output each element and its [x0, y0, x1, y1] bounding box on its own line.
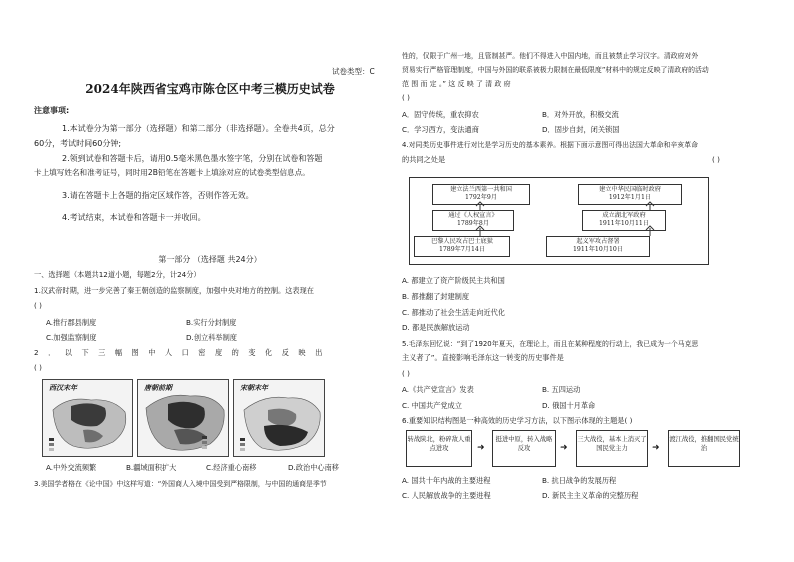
flow-arrow-3: ➜ — [652, 443, 660, 453]
exam-type-label: 试卷类型：C — [332, 67, 375, 76]
q1-stem: 1.汉武帝时期，进一步完善了秦王朝创造的监察制度，加强中央对地方的控制。这表现在 — [34, 286, 314, 295]
q4-option-a: A. 都建立了资产阶级民主共和国 — [402, 276, 505, 285]
map-late-song — [233, 379, 325, 457]
q5-option-a: A.《共产党宣言》发表 — [402, 385, 474, 394]
q6-option-a: A. 国共十年内战的主要进程 — [402, 476, 491, 485]
q5-paren: ( ) — [402, 369, 410, 378]
flow-step-3: 三大战役，基本上消灭了国民党主力 — [576, 430, 648, 467]
q1-option-b: B.实行分封制度 — [186, 318, 237, 327]
note-line-1: 1.本试卷分为第一部分（选择题）和第二部分（非选择题）。全卷共4页，总分 — [62, 124, 335, 133]
q4-line-2: 的共同之处是 — [402, 155, 446, 164]
q5-line-1: 5.毛泽东回忆说：“到了1920年夏天，在理论上，而且在某种程度的行动上，我已成为一个马克思 — [402, 340, 699, 348]
q3-option-b: B．对外开放，积极交流 — [542, 110, 619, 119]
q2-paren: ( ) — [34, 363, 42, 372]
q4-option-b: B. 都推翻了封建制度 — [402, 292, 470, 301]
q3-paren: ( ) — [402, 93, 410, 102]
map-label-late-song: 宋朝末年 — [240, 384, 268, 392]
map-western-han — [42, 379, 133, 457]
note-line-2: 60分，考试时间60分钟; — [34, 139, 122, 148]
q1-paren: ( ) — [34, 301, 42, 310]
flow-arrow-2: ➜ — [560, 443, 568, 453]
q3-line-1: 3.美国学者格在《论中国》中这样写道：“外国商人入境中国受到严格限制，与中国的通商是季节 — [34, 480, 327, 488]
map-label-early-tang: 唐朝前期 — [144, 384, 172, 392]
map-early-tang — [137, 379, 229, 457]
note-line-6: 4.考试结束，本试卷和答题卡一并收回。 — [62, 213, 206, 222]
q1-option-d: D.创立科举制度 — [186, 333, 237, 342]
note-line-5: 3.请在答题卡上各题的指定区域作答，否则作答无效。 — [62, 191, 254, 200]
timeline-left-1: 建立法兰西第一共和国 1792年9月 — [432, 184, 530, 205]
q2-option-d: D.政治中心南移 — [288, 463, 339, 472]
section-heading: 一、选择题（本题共12道小题，每题2分，计24分） — [34, 270, 201, 279]
q3-option-c: C．学习西方，变法通商 — [402, 125, 479, 134]
q6-option-b: B. 抗日战争的发展历程 — [542, 476, 617, 485]
timeline-right-1: 建立中华民国临时政府 1912年1月1日 — [578, 184, 682, 205]
q3-line-4: 范 围 而 定 。” 这 反 映 了 清 政 府 — [402, 80, 511, 88]
q4-paren: ( ) — [712, 155, 720, 164]
q2-option-c: C.经济重心南移 — [206, 463, 257, 472]
note-line-4: 卡上填写姓名和准考证号，同时用2B铅笔在答题卡上填涂对应的试卷类型信息点。 — [34, 168, 310, 177]
q2-option-a: A.中外交流频繁 — [46, 463, 97, 472]
q3-option-a: A．固守传统，重农抑农 — [402, 110, 479, 119]
q5-option-d: D. 俄国十月革命 — [542, 401, 596, 410]
flow-step-4: 渡江战役，推翻国民党统治 — [668, 430, 740, 467]
revolution-timeline — [409, 177, 709, 265]
flow-step-2: 挺进中原，转入战略反攻 — [492, 430, 556, 467]
timeline-right-3: 起义军攻占督署 1911年10月10日 — [546, 236, 650, 257]
q2-option-b: B.疆域面积扩大 — [126, 463, 177, 472]
notes-heading: 注意事项: — [34, 106, 70, 115]
population-maps — [42, 379, 370, 457]
q4-line-1: 4.对同类历史事件进行对比是学习历史的基本素养。根据下面示意图可得出法国大革命和辛亥革命 — [402, 141, 698, 149]
q1-option-a: A.推行郡县制度 — [46, 318, 97, 327]
q5-option-c: C. 中国共产党成立 — [402, 401, 462, 410]
q4-option-c: C. 都推动了社会生活走向近代化 — [402, 308, 506, 317]
map-label-western-han: 西汉末年 — [49, 384, 77, 392]
flow-arrow-1: ➜ — [477, 443, 485, 453]
part1-title: 第一部分 （选择题 共24分） — [158, 255, 262, 264]
q5-line-2: 主义者了”。直接影响毛泽东这一转变的历史事件是 — [402, 353, 564, 362]
q6-option-d: D. 新民主主义革命的完整历程 — [542, 491, 639, 500]
timeline-left-2: 通过《人权宣言》 1789年8月 — [432, 210, 514, 231]
q5-option-b: B. 五四运动 — [542, 385, 581, 394]
q1-option-c: C.加强监察制度 — [46, 333, 97, 342]
q2-stem: 2．以下三幅图中人口密度的变化反映出 — [34, 348, 332, 357]
q4-option-d: D. 都是民族解放运动 — [402, 323, 470, 332]
exam-title: 2024年陕西省宝鸡市陈仓区中考三模历史试卷 — [85, 82, 335, 96]
q3-option-d: D．固步自封，闭关锁国 — [542, 125, 620, 134]
timeline-left-3: 巴黎人民攻占巴士底狱 1789年7月14日 — [414, 236, 510, 257]
q3-line-3: 贸易实行严格管理制度，中国与外国的联系被极力限制在最低限度”材料中的规定反映了清政府的活动 — [402, 66, 709, 74]
q6-option-c: C. 人民解放战争的主要进程 — [402, 491, 491, 500]
note-line-3: 2.领到试卷和答题卡后，请用0.5毫米黑色墨水签字笔，分别在试卷和答题 — [62, 154, 323, 163]
timeline-right-2: 成立湖北军政府 1911年10月11日 — [582, 210, 666, 231]
q3-line-2: 性的，仅限于广州一地，且管制甚严。他们不得进入中国内地，而且被禁止学习汉字。清政府对外 — [402, 52, 699, 60]
flow-step-1: 转战陕北，粉碎敌人重点进攻 — [406, 430, 472, 467]
q6-line-1: 6.重要知识结构图是一种高效的历史学习方法，以下图示体现的主题是( ) — [402, 416, 633, 425]
